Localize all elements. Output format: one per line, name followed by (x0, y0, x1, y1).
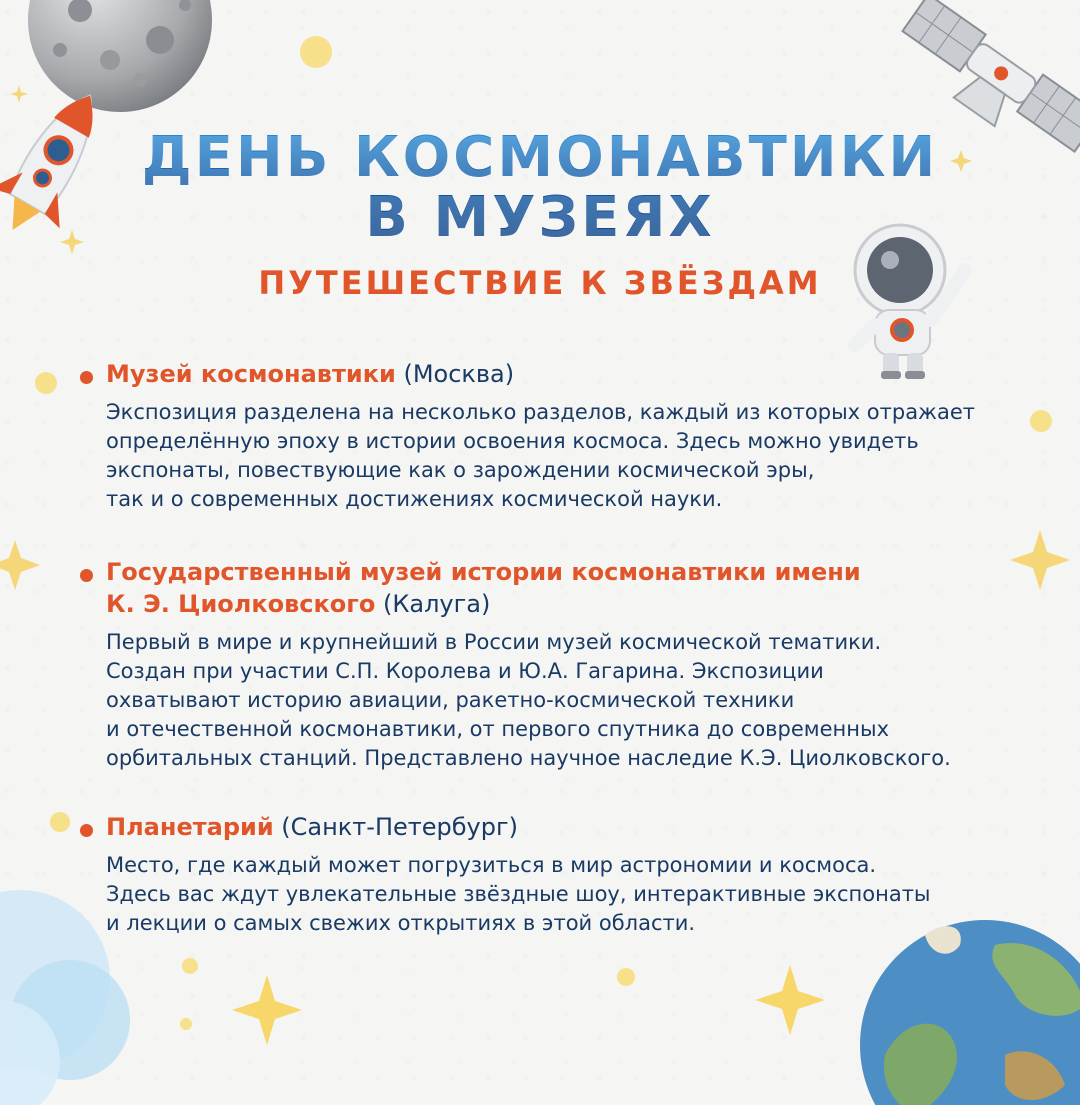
bullet-icon (80, 569, 93, 582)
list-item (80, 358, 1040, 514)
museum-city: (Санкт-Петербург) (281, 813, 518, 841)
description-line: экспонаты, повествующие как о зарождении космической эры, (106, 458, 815, 482)
description-line: Место, где каждый может погрузиться в мир астрономии и космоса. (106, 853, 877, 877)
description-line: Первый в мире и крупнейший в России музей космической тематики. (106, 630, 882, 654)
list-item (80, 556, 1040, 773)
museum-city: (Калуга) (382, 590, 491, 618)
star-icon (232, 975, 302, 1045)
museum-list (80, 358, 1040, 980)
header (0, 125, 1080, 302)
museum-name: Музей космонавтики (106, 360, 396, 388)
museum-name: Планетарий (106, 813, 274, 841)
bullet-icon (80, 371, 93, 384)
star-dot (300, 36, 332, 68)
page-title (0, 125, 1080, 250)
description-line: Экспозиция разделена на несколько разделов, каждый из которых отражает (106, 400, 975, 424)
museum-heading (106, 358, 1040, 390)
description-line: так и о современных достижениях космической науки. (106, 487, 723, 511)
star-dot (35, 372, 57, 394)
description-line: орбитальных станций. Представлено научное наследие К.Э. Циолковского. (106, 746, 951, 770)
museum-city: (Москва) (403, 360, 515, 388)
museum-name: Государственный музей истории космонавтики имени (106, 558, 861, 586)
page-subtitle: ПУТЕШЕСТВИЕ К ЗВЁЗДАМ (258, 264, 822, 302)
museum-description (106, 628, 1040, 773)
museum-description (106, 851, 1040, 938)
star-icon (0, 540, 40, 590)
museum-name: К. Э. Циолковского (106, 590, 376, 618)
list-item (80, 811, 1040, 938)
title-line: ДЕНЬ КОСМОНАВТИКИ (141, 125, 939, 190)
title-line: В МУЗЕЯХ (365, 185, 715, 250)
description-line: и лекции о самых свежих открытиях в этой области. (106, 911, 696, 935)
museum-heading (106, 556, 1040, 620)
description-line: определённую эпоху в истории освоения космоса. Здесь можно увидеть (106, 429, 919, 453)
star-dot (180, 1018, 192, 1030)
star-dot (50, 812, 70, 832)
star-icon (10, 85, 28, 103)
museum-description (106, 398, 1040, 514)
description-line: Здесь вас ждут увлекательные звёздные шоу, интерактивные экспонаты (106, 882, 931, 906)
description-line: Создан при участии С.П. Королева и Ю.А. Гагарина. Экспозиции (106, 659, 824, 683)
bullet-icon (80, 824, 93, 837)
museum-heading (106, 811, 1040, 843)
description-line: охватывают историю авиации, ракетно-космической техники (106, 688, 795, 712)
description-line: и отечественной космонавтики, от первого спутника до современных (106, 717, 890, 741)
